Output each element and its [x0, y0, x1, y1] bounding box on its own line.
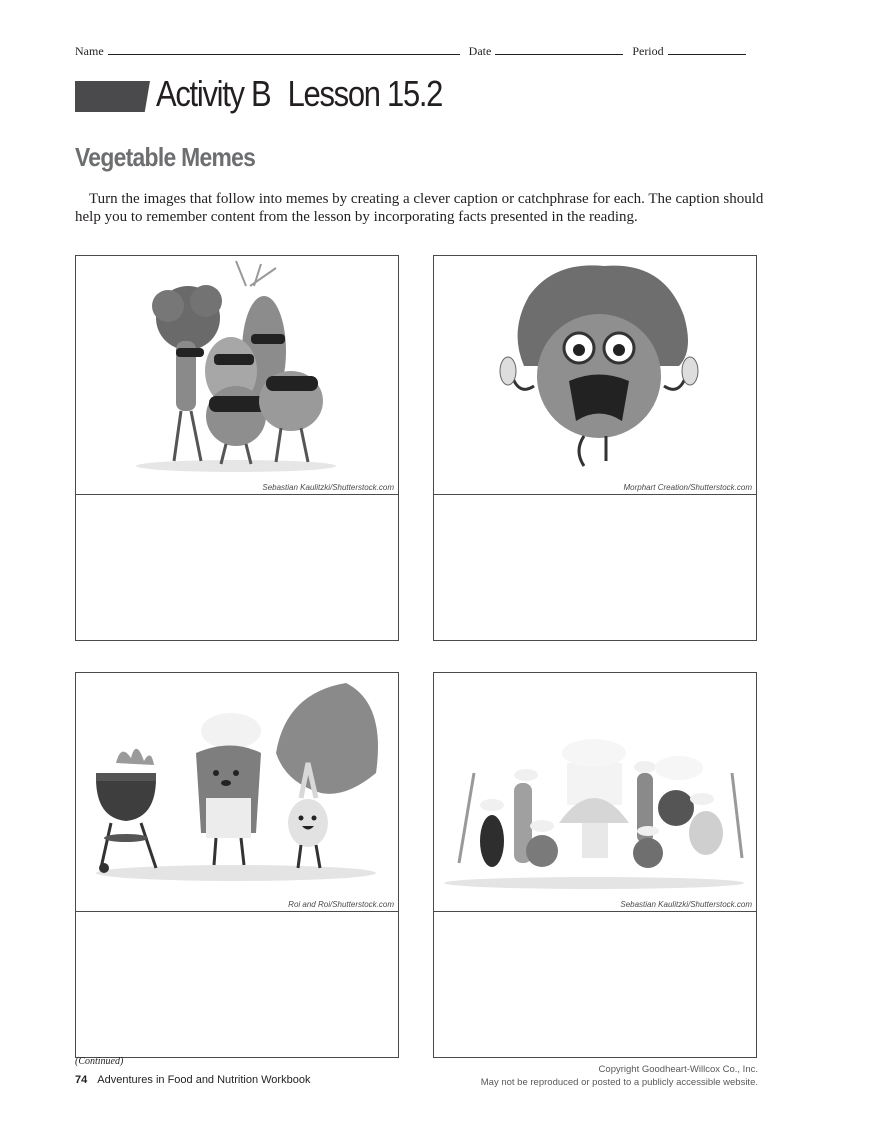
footer-copyright: [481, 1063, 758, 1089]
meme-card-4: [433, 672, 757, 1058]
caption-answer-box-4[interactable]: [434, 912, 756, 1057]
name-field[interactable]: [108, 44, 460, 55]
copyright-text: Copyright Goodheart-Willcox Co., Inc.: [598, 1064, 758, 1075]
section-title: Vegetable Memes: [75, 142, 256, 172]
image-credit-3: Roi and Roi/Shutterstock.com: [288, 900, 394, 909]
meme-image-4: [434, 673, 756, 912]
page-title: [156, 73, 442, 115]
instructions: Turn the images that follow into memes by creating a clever caption or catchphrase for each. The caption should help you to remember content from the lesson by incorporating facts presented in the reading.: [75, 191, 764, 225]
book-title: Adventures in Food and Nutrition Workbook: [97, 1074, 311, 1086]
image-credit-2: Morphart Creation/Shutterstock.com: [623, 483, 752, 492]
scared-cabbage-illustration: [434, 256, 756, 494]
page-number: 74: [75, 1074, 88, 1086]
chef-vegetables-illustration: [434, 673, 756, 911]
meme-image-2: [434, 256, 756, 495]
grilling-vegetables-illustration: [76, 673, 398, 911]
meme-card-1: [75, 255, 399, 641]
meme-image-3: [76, 673, 398, 912]
student-info-line: [75, 44, 765, 59]
vegetables-sunglasses-illustration: [76, 256, 398, 494]
title-bar-decoration: [75, 81, 150, 112]
image-credit-4: Sebastian Kaulitzki/Shutterstock.com: [620, 900, 752, 909]
date-label: Date: [468, 44, 492, 58]
meme-card-2: [433, 255, 757, 641]
date-field[interactable]: [495, 44, 623, 55]
caption-answer-box-1[interactable]: [76, 495, 398, 640]
period-field[interactable]: [668, 44, 746, 55]
activity-label: Activity B: [156, 73, 271, 114]
meme-card-3: [75, 672, 399, 1058]
lesson-label: Lesson 15.2: [287, 73, 443, 114]
image-credit-1: Sebastian Kaulitzki/Shutterstock.com: [262, 483, 394, 492]
copyright-notice: May not be reproduced or posted to a publicly accessible website.: [480, 1077, 758, 1088]
name-label: Name: [75, 44, 104, 58]
continued-note: (Continued): [75, 1056, 124, 1067]
footer-book-info: [75, 1074, 310, 1086]
meme-image-1: [76, 256, 398, 495]
period-label: Period: [632, 44, 664, 58]
caption-answer-box-3[interactable]: [76, 912, 398, 1057]
caption-answer-box-2[interactable]: [434, 495, 756, 640]
